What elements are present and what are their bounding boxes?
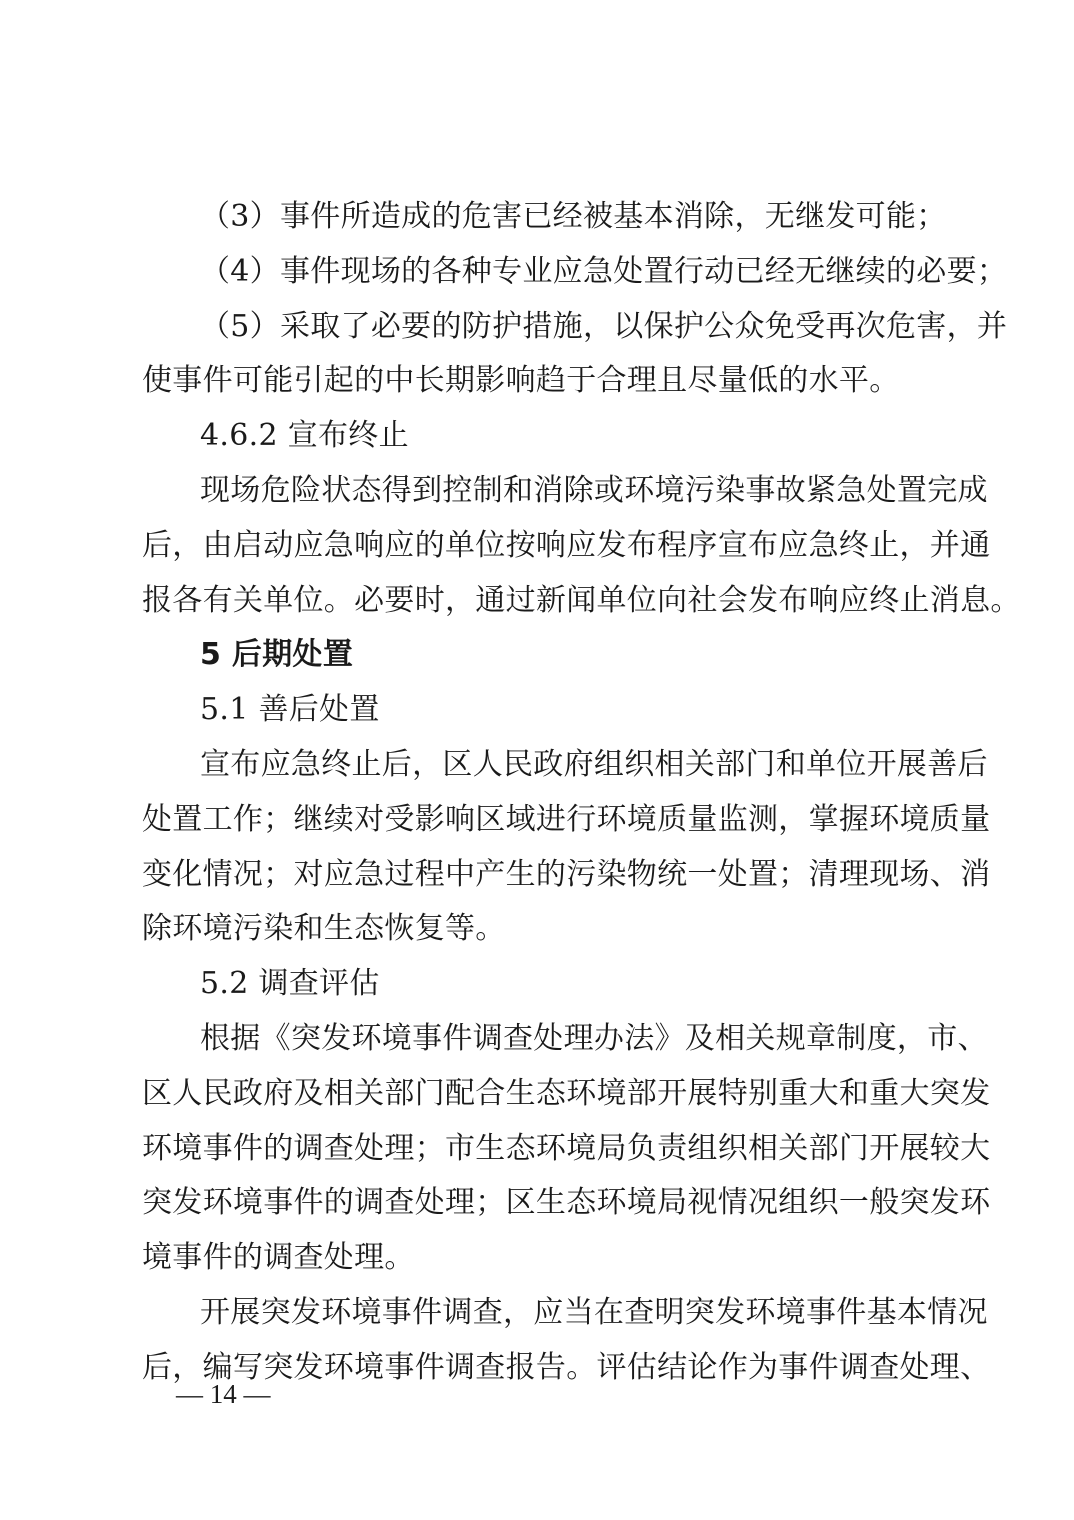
paragraph-line: 现场危险状态得到控制和消除或环境污染事故紧急处置完成 [200, 472, 988, 508]
paragraph-line: 区人民政府及相关部门配合生态环境部开展特别重大和重大突发 [142, 1075, 991, 1111]
paragraph-line: 宣布应急终止后，区人民政府组织相关部门和单位开展善后 [200, 746, 988, 782]
section-heading: 5.2 调查评估 [200, 966, 380, 1002]
paragraph-line: 报各有关单位。必要时，通过新闻单位向社会发布响应终止消息。 [142, 582, 1021, 618]
paragraph-line: 突发环境事件的调查处理；区生态环境局视情况组织一般突发环 [142, 1185, 991, 1221]
paragraph-line: 开展突发环境事件调查，应当在查明突发环境事件基本情况 [200, 1294, 988, 1330]
section-heading: 4.6.2 宣布终止 [200, 418, 409, 454]
list-item: （5）采取了必要的防护措施，以保护公众免受再次危害，并 [200, 308, 1008, 344]
paragraph-line: 后，由启动应急响应的单位按响应发布程序宣布应急终止，并通 [142, 527, 991, 563]
section-heading: 5.1 善后处置 [200, 692, 380, 728]
page-number: — 14 — [176, 1379, 271, 1409]
paragraph-line: 变化情况；对应急过程中产生的污染物统一处置；清理现场、消 [142, 856, 991, 892]
paragraph-line: 根据《突发环境事件调查处理办法》及相关规章制度，市、 [200, 1020, 988, 1056]
list-item: （4）事件现场的各种专业应急处置行动已经无继续的必要； [200, 253, 1008, 289]
paragraph-line: 环境事件的调查处理；市生态环境局负责组织相关部门开展较大 [142, 1130, 991, 1166]
chapter-heading: 5 后期处置 [200, 637, 354, 673]
paragraph-line: 处置工作；继续对受影响区域进行环境质量监测，掌握环境质量 [142, 801, 991, 837]
document-body [142, 190, 1021, 1396]
paragraph-line: 使事件可能引起的中长期影响趋于合理且尽量低的水平。 [142, 363, 900, 399]
list-item: （3）事件所造成的危害已经被基本消除，无继发可能； [200, 199, 947, 234]
paragraph-line: 后，编写突发环境事件调查报告。评估结论作为事件调查处理、 [142, 1349, 991, 1385]
paragraph-line: 除环境污染和生态恢复等。 [142, 911, 506, 947]
paragraph-line: 境事件的调查处理。 [142, 1240, 415, 1276]
